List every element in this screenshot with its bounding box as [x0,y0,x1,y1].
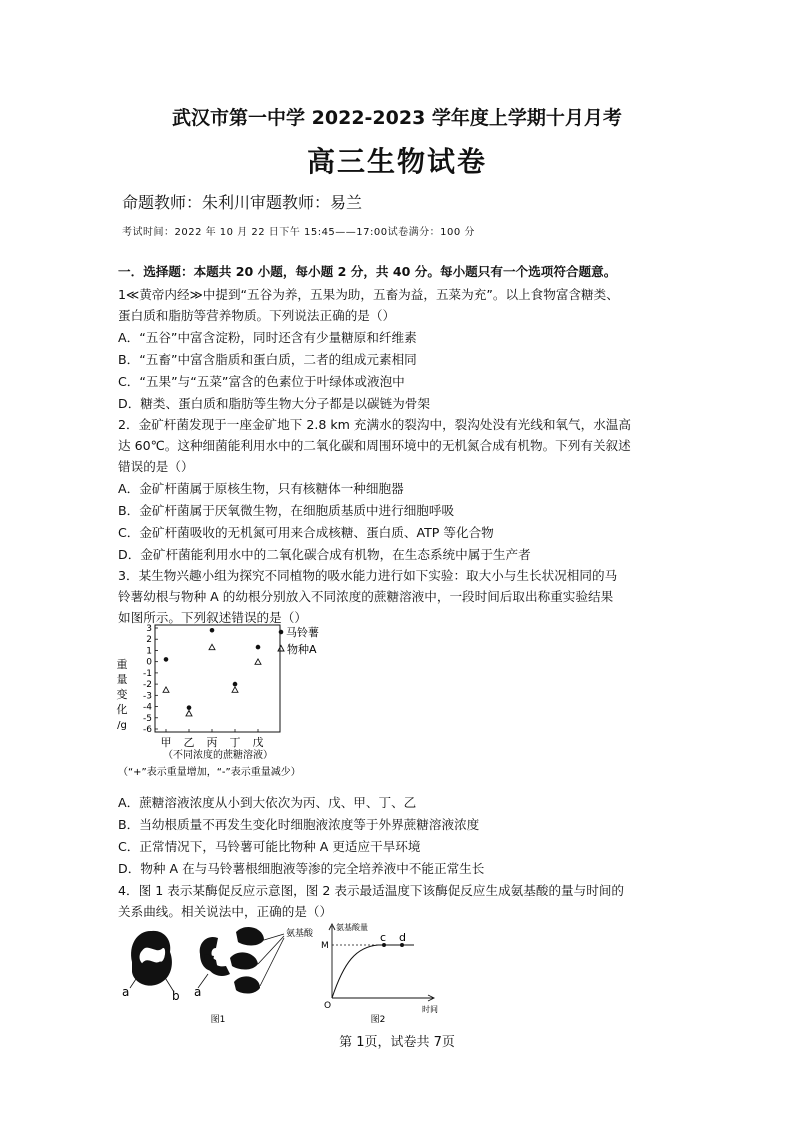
q4-stem-line: 关系曲线。相关说法中，正确的是（） [118,904,333,919]
fig1-amino-label: 氨基酸 [286,929,314,939]
q3-stem-line: 如图所示。下列叙述错误的是（） [118,610,307,625]
y-tick-label: 3 [146,624,152,634]
fig2-curve [332,945,414,998]
x-tick-label: 丁 [229,736,241,749]
q1-stem-line: 蛋白质和脂肪等营养物质。下列说法正确的是（） [118,308,396,323]
y-tick-label: -2 [143,680,152,691]
page-subtitle: 高三生物试卷 [306,145,487,178]
q2-option-b: B．金矿杆菌属于厌氧微生物，在细胞质基质中进行细胞呼吸 [118,503,455,518]
legend-potato: 马铃薯 [286,626,319,639]
x-tick-label: 甲 [160,736,172,749]
legend-species-a: 物种A [287,643,317,656]
q3-stem-line: 铃薯幼根与物种 A 的幼根分别放入不同浓度的蔗糖溶液中，一段时间后取出称重实验结果 [118,589,614,604]
fig2-origin: O [324,1001,332,1011]
q2-option-a: A．金矿杆菌属于原核生物，只有核糖体一种细胞器 [118,481,404,496]
fig1-caption: 图1 [210,1015,226,1025]
amino-acid-shape [236,927,264,946]
page-title: 武汉市第一中学 2022-2023 学年度上学期十月月考 [172,107,622,129]
species-a-point [232,687,238,692]
potato-point [187,705,192,710]
x-tick-label: 乙 [183,736,195,749]
q3-option-b: B．当幼根质量不再发生变化时细胞液浓度等于外界蔗糖溶液浓度 [118,817,480,832]
exam-info: 考试时间：2022 年 10 月 22 日下午 15:45——17:00试卷满分：100 分 [122,227,475,238]
y-tick-label: -1 [143,668,152,679]
y-tick-label: -4 [143,702,152,713]
fig2-ylabel: 氨基酸量 [336,923,368,932]
chart-ylabel-1: 重 [116,658,128,671]
q4-figure-2 [318,922,448,1026]
amino-acid-shape [234,976,260,993]
q1-option-d: D．糖类、蛋白质和脂肪等生物大分子都是以碳链为骨架 [118,396,430,411]
fig2-label-c: c [380,931,387,944]
fig2-xlabel: 时间 [422,1005,438,1014]
potato-point [233,682,238,687]
chart-xlabel: （不同浓度的蔗糖溶液） [163,750,273,761]
q4-stem-line: 4．图 1 表示某酶促反应示意图，图 2 表示最适温度下该酶促反应生成氨基酸的量与时间的 [118,883,625,898]
q2-stem-line: 达 60℃。这种细菌能利用水中的二氧化碳和周围环境中的无机氮合成有机物。下列有关叙述 [118,438,631,453]
authors-line: 命题教师：朱利川审题教师：易兰 [122,193,363,212]
fig2-label-d: d [399,931,406,944]
q2-stem-line: 2．金矿杆菌发现于一座金矿地下 2.8 km 充满水的裂沟中，裂沟处没有光线和氧气，水温高 [118,417,631,432]
species-a-point [163,687,169,692]
y-tick-label: -5 [143,713,152,724]
substrate-shape [139,947,166,964]
chart-ylabel-5: /g [117,720,127,731]
q2-option-c: C．金矿杆菌吸收的无机氮可用来合成核糖、蛋白质、ATP 等化合物 [118,525,494,540]
chart-ylabel-3: 变 [116,688,128,701]
potato-point [256,645,261,650]
q4-figure-1 [118,918,328,1026]
y-tick-label: 0 [146,657,152,668]
q3-option-a: A．蔗糖溶液浓度从小到大依次为丙、戊、甲、丁、乙 [118,795,417,810]
enzyme-shape-free [204,954,230,976]
q1-stem-line: 1≪黄帝内经≫中提到“五谷为养，五果为助，五畜为益，五菜为充”。以上食物富含糖类、 [118,287,619,302]
chart-note: （“+”表示重量增加，“-”表示重量减少） [118,767,301,778]
fig2-m-label: M [321,941,329,951]
potato-point [164,657,169,662]
page-footer: 第 1页，试卷共 7页 [339,1035,455,1050]
species-a-point [209,644,215,649]
x-tick-label: 丙 [206,736,218,749]
species-a-point [186,710,192,715]
q1-option-c: C．“五果”与“五菜”富含的色素位于叶绿体或液泡中 [118,374,405,389]
q2-option-d: D．金矿杆菌能利用水中的二氧化碳合成有机物，在生态系统中属于生产者 [118,547,531,562]
q1-option-b: B．“五畜”中富含脂质和蛋白质，二者的组成元素相同 [118,352,417,367]
q1-option-a: A．“五谷”中富含淀粉，同时还含有少量糖原和纤维素 [118,330,417,345]
y-tick-label: -6 [143,725,152,735]
species-a-point [255,659,261,664]
q3-option-d: D．物种 A 在与马铃薯根细胞液等渗的完全培养液中不能正常生长 [118,861,485,876]
q3-stem-line: 3．某生物兴趣小组为探究不同植物的吸水能力进行如下实验：取大小与生长状况相同的马 [118,568,618,583]
legend-triangle-marker [278,646,284,652]
fig1-label-b: b [172,989,180,1003]
y-tick-label: 2 [146,635,152,646]
legend-dot-marker [279,630,284,635]
y-tick-label: -3 [143,691,152,702]
q3-chart [110,618,370,780]
fig1-label-a2: a [194,985,202,999]
section-heading: 一．选择题：本题共 20 小题，每小题 2 分，共 40 分。每小题只有一个选项符合题意。 [118,264,617,279]
q2-stem-line: 错误的是（） [118,459,194,474]
chart-ylabel-4: 化 [116,703,128,716]
chart-frame [155,625,280,732]
chart-ylabel-2: 量 [116,673,128,686]
fig1-label-a: a [122,985,130,999]
amino-acid-shape [230,952,258,969]
q3-option-c: C．正常情况下，马铃薯可能比物种 A 更适应干旱环境 [118,839,421,854]
y-tick-label: 1 [146,646,152,657]
x-tick-label: 戊 [252,736,264,749]
fig2-caption: 图2 [370,1015,386,1025]
potato-point [210,628,215,633]
